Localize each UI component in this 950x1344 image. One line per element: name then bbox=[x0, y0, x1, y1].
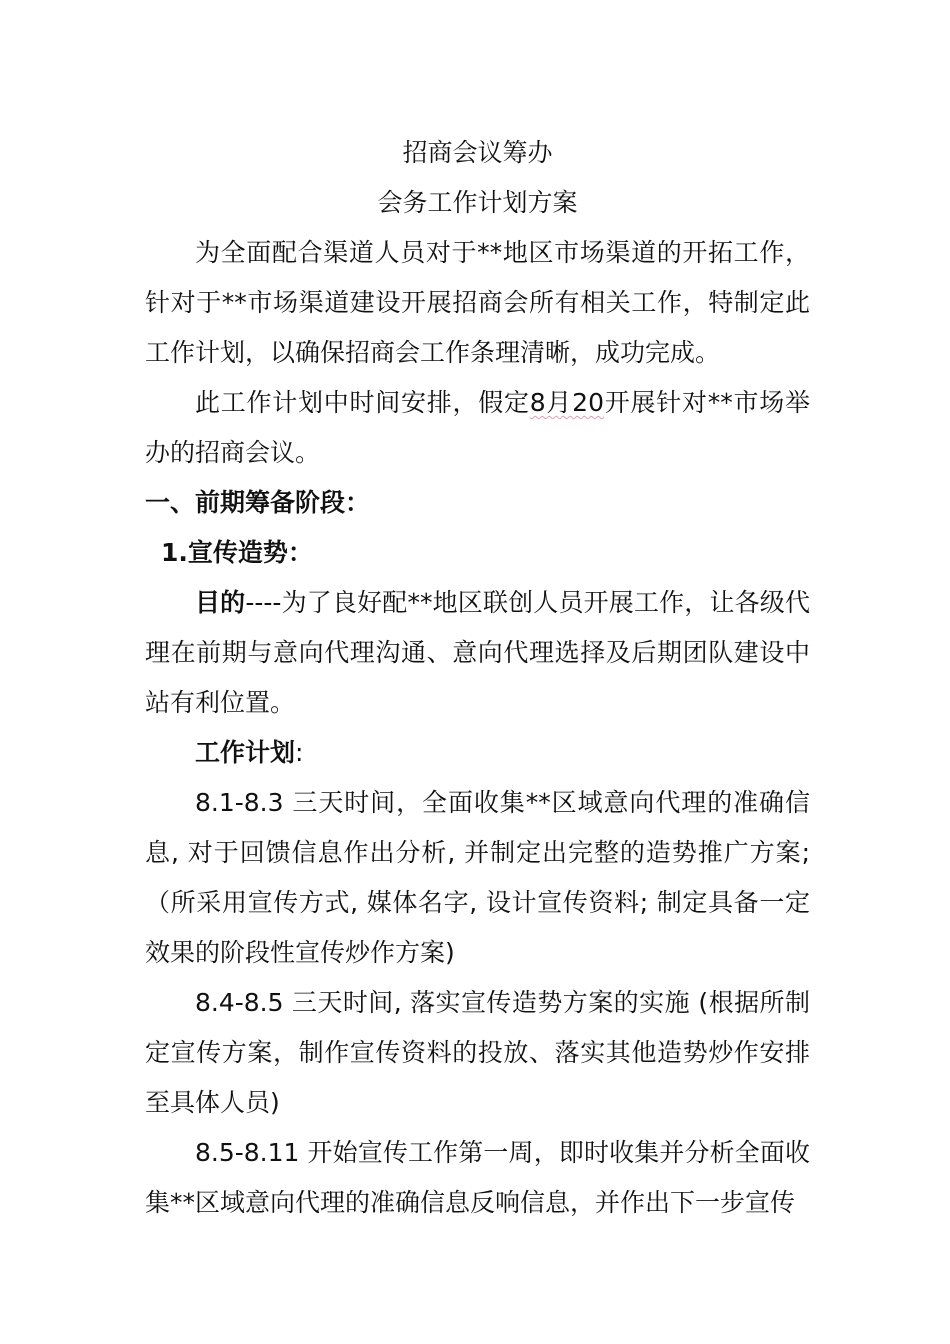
intro-paragraph-2 bbox=[145, 378, 810, 478]
plan-label: 工作计划 bbox=[195, 738, 296, 767]
intro-paragraph-1: 为全面配合渠道人员对于**地区市场渠道的开拓工作，针对于**市场渠道建设开展招商会所有相关工作，特制定此工作计划，以确保招商会工作条理清晰，成功完成。 bbox=[145, 238, 810, 367]
date-marked-text: 8月20 bbox=[529, 388, 604, 417]
intro-paragraph-2-end: 开展针对**市场举办的招商会议。 bbox=[145, 388, 810, 467]
document-body bbox=[145, 128, 810, 1228]
section-heading-1: 一、前期筹备阶段： bbox=[145, 488, 371, 517]
goal-label: 目的 bbox=[195, 588, 246, 617]
document-title-line-1: 招商会议筹办 bbox=[402, 138, 553, 167]
subsection-heading-1-1: 1.宣传造势： bbox=[161, 538, 313, 567]
plan-item-3: 8.5-8.11 开始宣传工作第一周，即时收集并分析全面收集**区域意向代理的准确信息反响信息，并作出下一步宣传 bbox=[145, 1138, 810, 1217]
plan-item-2: 8.4-8.5 三天时间, 落实宣传造势方案的实施 (根据所制定宣传方案，制作宣传资料的投放、落实其他造势炒作安排至具体人员) bbox=[145, 988, 810, 1117]
goal-text: ----为了良好配**地区联创人员开展工作，让各级代理在前期与意向代理沟通、意向代理选择及后期团队建设中站有利位置。 bbox=[145, 588, 810, 717]
goal-paragraph bbox=[145, 578, 810, 728]
plan-label-colon: : bbox=[295, 738, 304, 767]
plan-item-1: 8.1-8.3 三天时间，全面收集**区域意向代理的准确信息, 对于回馈信息作出分析, 并制定出完整的造势推广方案;（所采用宣传方式, 媒体名字, 设计宣传资料; 制定具备一定效果的阶段性宣传炒作方案) bbox=[145, 788, 810, 967]
plan-label-paragraph bbox=[145, 728, 810, 778]
document-title-line-2: 会务工作计划方案 bbox=[377, 188, 578, 217]
intro-paragraph-2-start: 此工作计划中时间安排，假定 bbox=[195, 388, 530, 417]
